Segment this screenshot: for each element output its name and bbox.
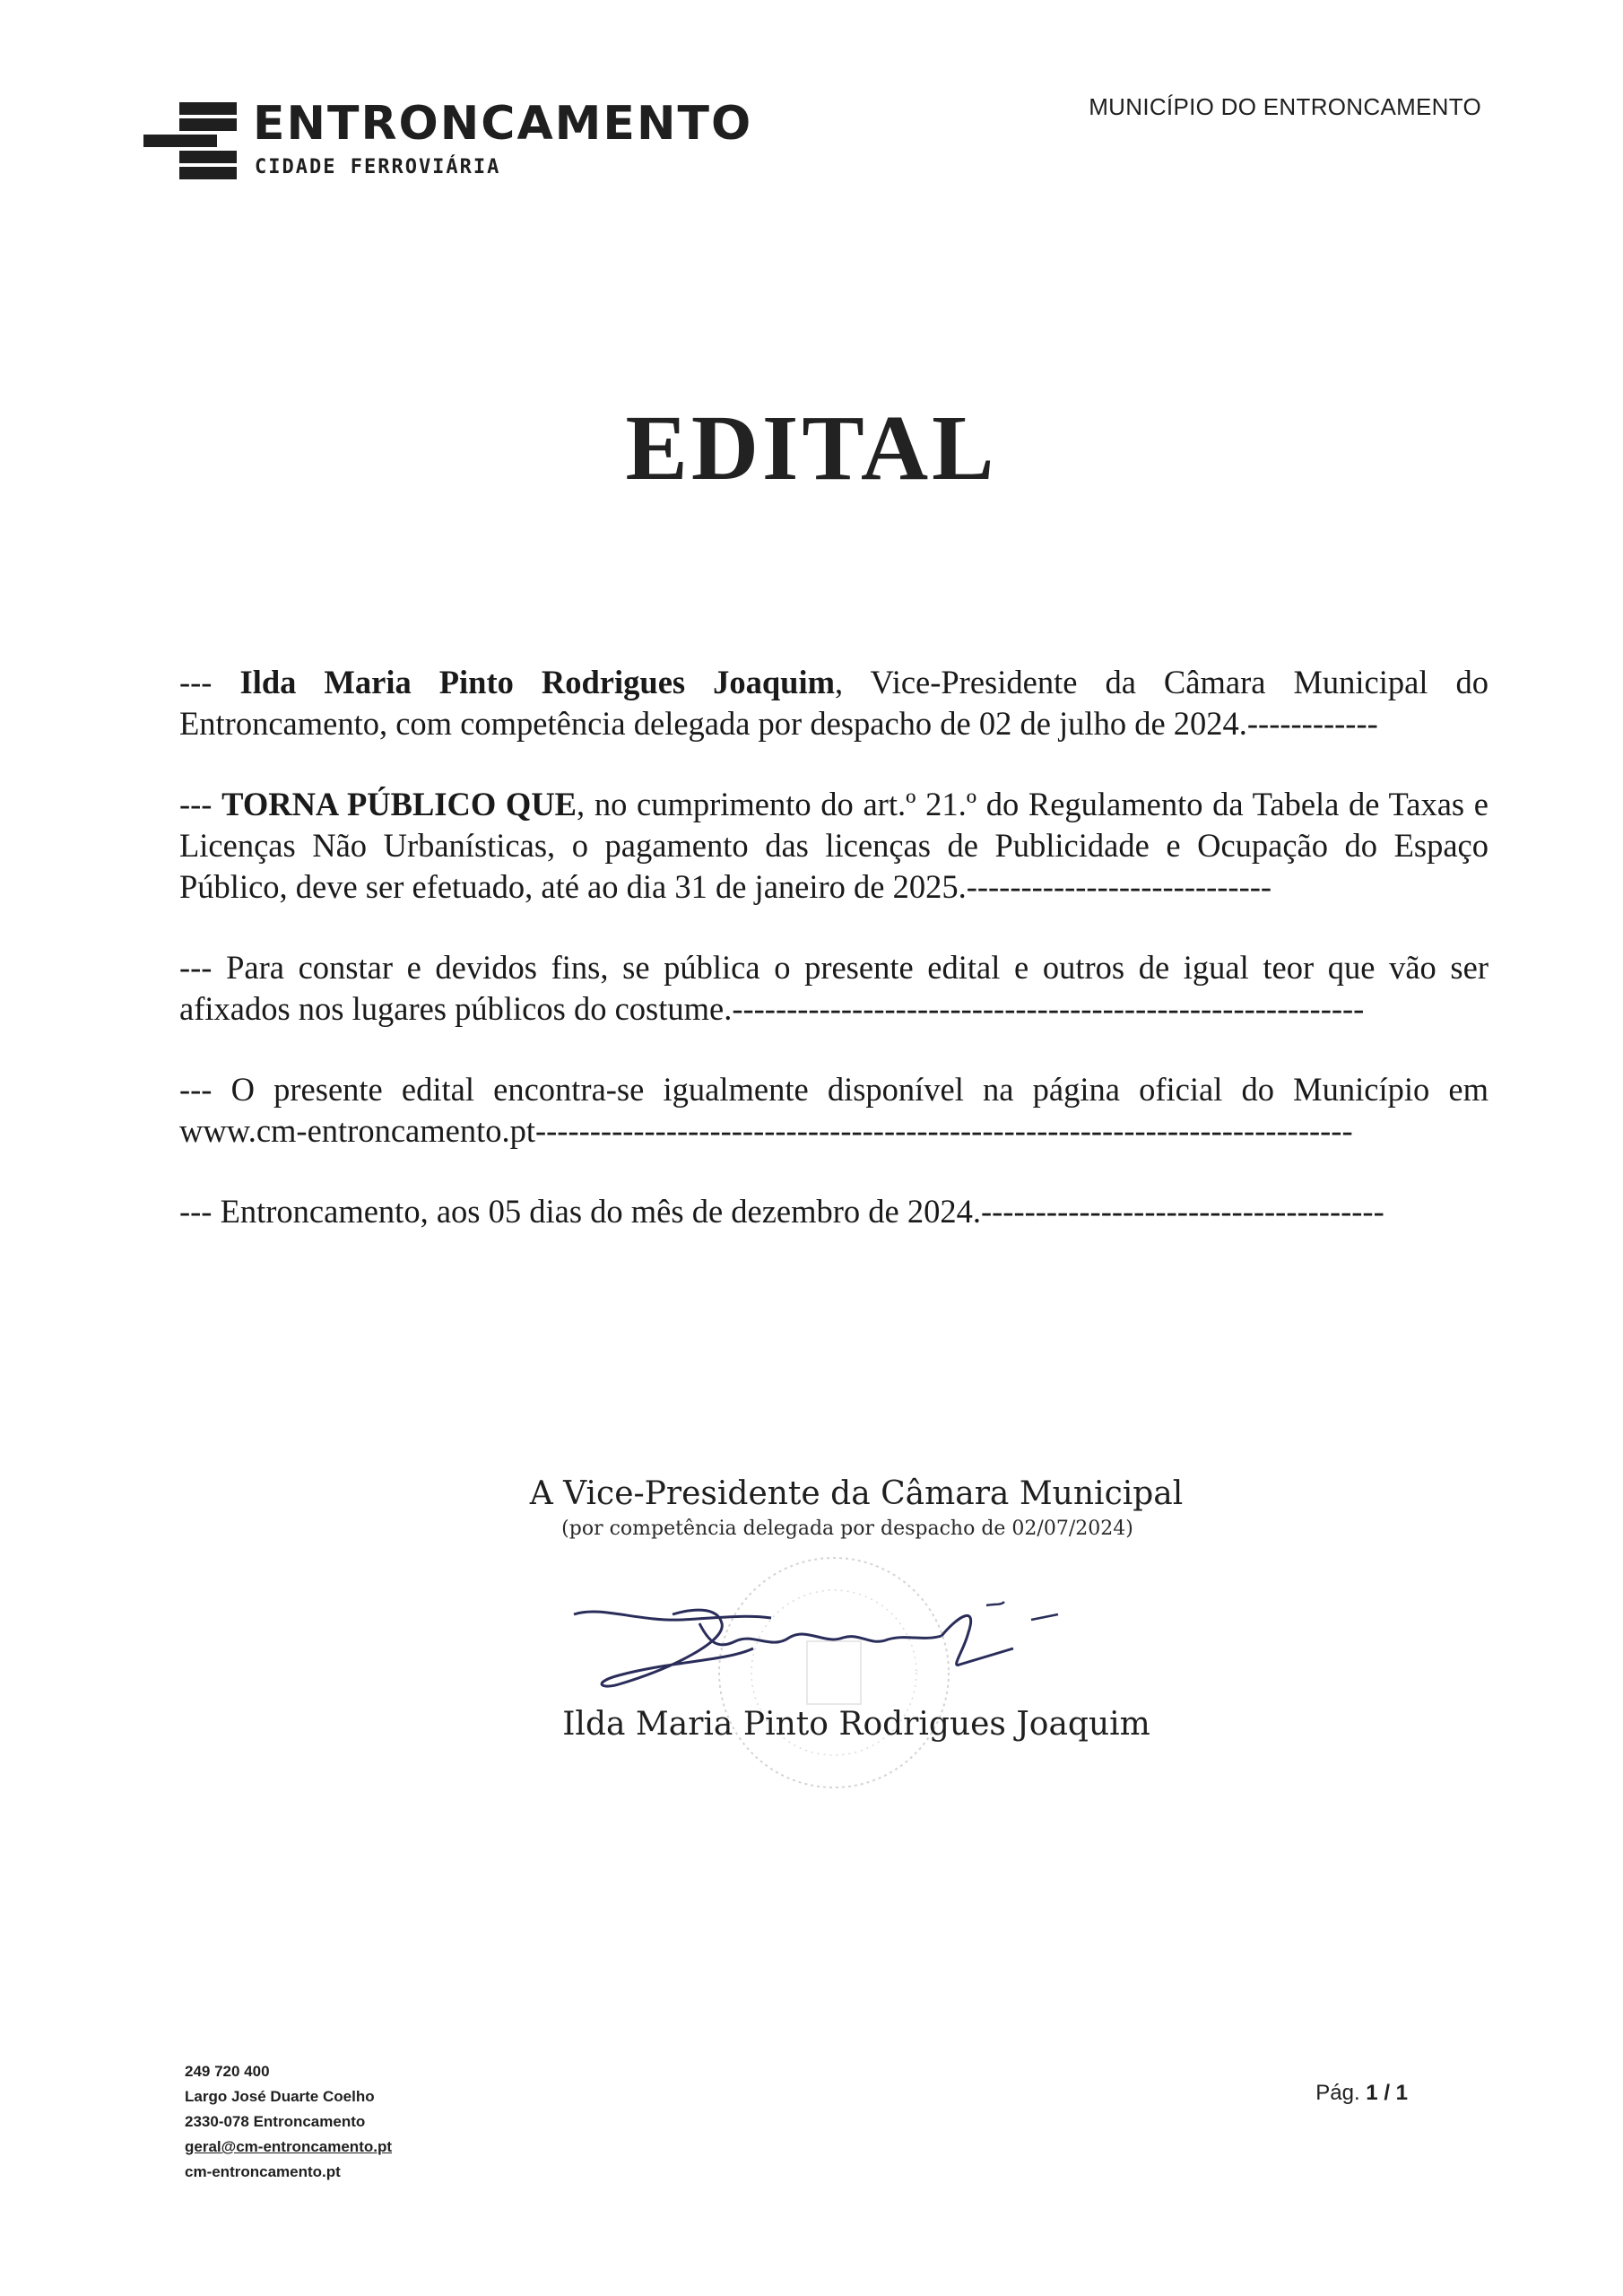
document-body	[179, 662, 1488, 1272]
paragraph-3	[179, 947, 1488, 1030]
paragraph-prefix: ---	[179, 664, 240, 700]
logo-subtitle: CIDADE FERROVIÁRIA	[255, 156, 501, 178]
paragraph-text: , no cumprimento do art.º 21.º do Regulamento da Tabela de Taxas e Licenças Não Urbanísticas, o pagamento das licenças de Publicidade e Ocupação do Espaço Público, deve ser efetuado, até ao dia 31 de janeiro de 2025.	[179, 786, 1488, 905]
handwritten-signature-icon	[565, 1578, 1067, 1704]
paragraph-prefix: ---	[179, 1071, 231, 1108]
page-number	[1315, 2081, 1408, 2106]
delegation-note: (por competência delegada por despacho de 02/07/2024)	[561, 1518, 1133, 1540]
footer-postal: 2330-078 Entroncamento	[185, 2113, 366, 2130]
paragraph-text: , Vice-Presidente da Câmara Municipal do Entroncamento, com competência delegada por despacho de 02 de julho de 2024.	[179, 664, 1488, 742]
paragraph-dashes: ----------------------------	[966, 868, 1272, 905]
paragraph-dashes: ----------------------------------------------------------	[732, 990, 1365, 1027]
paragraph-bold: TORNA PÚBLICO QUE	[221, 786, 577, 822]
paragraph-text: Para constar e devidos fins, se pública o presente edital e outros de igual teor que vão ser afixados nos lugares públicos do costume.	[179, 949, 1488, 1027]
paragraph-text: O presente edital encontra-se igualmente disponível na página oficial do Município em www.cm-entroncamento.pt	[179, 1071, 1488, 1149]
paragraph-2	[179, 784, 1488, 908]
entroncamento-logo	[143, 97, 753, 188]
paragraph-prefix: ---	[179, 786, 222, 822]
signatory-name: Ilda Maria Pinto Rodrigues Joaquim	[562, 1706, 1150, 1743]
signature-block	[0, 1473, 1623, 1543]
logo-bars-icon	[143, 102, 237, 183]
paragraph-prefix: ---	[179, 949, 227, 986]
paragraph-1	[179, 662, 1488, 744]
paragraph-4	[179, 1069, 1488, 1152]
page-count: 1 / 1	[1366, 2081, 1408, 2105]
paragraph-dashes: ------------	[1246, 705, 1378, 742]
paragraph-text: Entroncamento, aos 05 dias do mês de dezembro de 2024.	[220, 1193, 981, 1230]
footer-website-link[interactable]: cm-entroncamento.pt	[185, 2163, 341, 2180]
footer-contact	[185, 2059, 392, 2185]
paragraph-5	[179, 1191, 1488, 1232]
municipality-header: MUNICÍPIO DO ENTRONCAMENTO	[1089, 93, 1481, 120]
footer-phone: 249 720 400	[185, 2063, 270, 2080]
paragraph-prefix: ---	[179, 1193, 221, 1230]
logo-title: ENTRONCAMENTO	[253, 97, 753, 151]
footer-street: Largo José Duarte Coelho	[185, 2088, 375, 2105]
document-title: EDITAL	[625, 396, 998, 500]
paragraph-dashes: -------------------------------------	[981, 1193, 1384, 1230]
footer-email-link[interactable]: geral@cm-entroncamento.pt	[185, 2138, 393, 2155]
page-label: Pág.	[1315, 2081, 1360, 2105]
paragraph-bold: Ilda Maria Pinto Rodrigues Joaquim	[239, 664, 836, 700]
signatory-role: A Vice-Presidente da Câmara Municipal	[529, 1475, 1184, 1512]
paragraph-dashes: ---------------------------------------------------------------------------	[534, 1112, 1353, 1149]
